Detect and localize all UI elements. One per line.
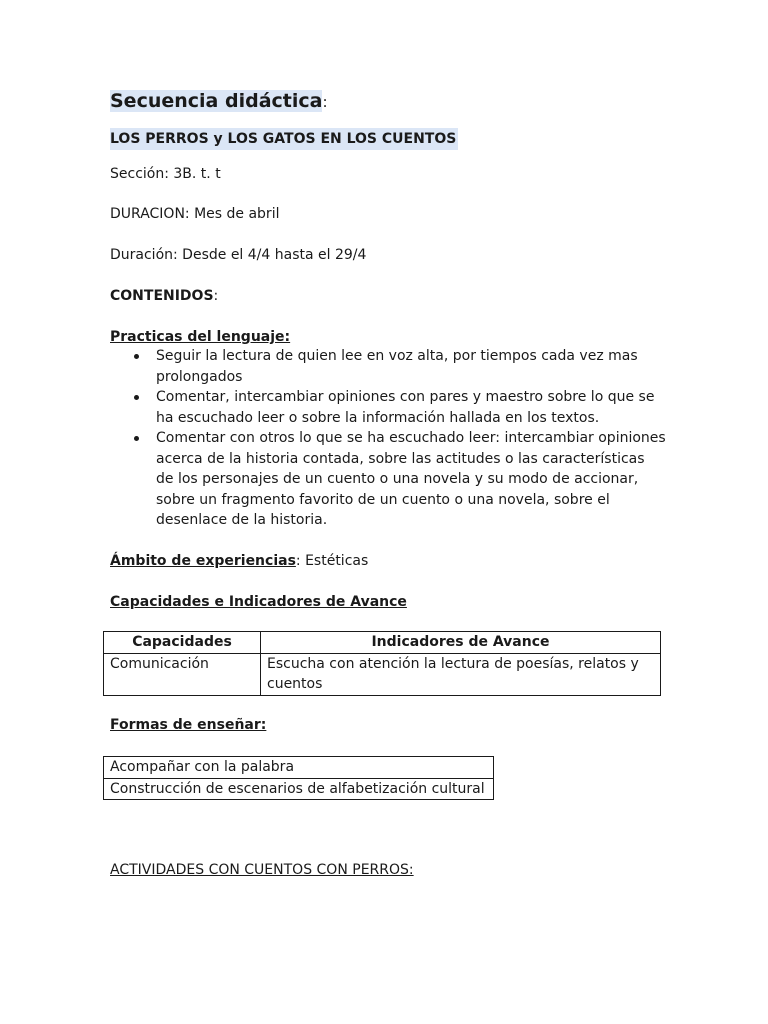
ambito-label: Ámbito de experiencias	[110, 553, 296, 569]
table-cell: Comunicación	[104, 653, 261, 695]
list-item: Comentar con otros lo que se ha escuchado leer: intercambiar opiniones acerca de la historia contada, sobre las actitudes o las características de los personajes de un cuento o una novela y su modo de accionar, sobre un fragmento favorito de un cuento o una novela, sobre el desenlace de la historia.	[156, 428, 666, 531]
actividades-heading: ACTIVIDADES CON CUENTOS CON PERROS:	[110, 862, 414, 878]
table-cell: Escucha con atención la lectura de poesías, relatos y cuentos	[261, 653, 661, 695]
formas-heading: Formas de enseñar:	[110, 717, 267, 733]
ambito-line	[110, 551, 368, 571]
title-text: Secuencia didáctica	[110, 90, 323, 112]
table-header-indicadores: Indicadores de Avance	[261, 632, 661, 654]
table-header-row	[104, 632, 661, 654]
list-item: Comentar, intercambiar opiniones con pares y maestro sobre lo que se ha escuchado leer o sobre la información hallada en los textos.	[156, 387, 666, 428]
capacidades-heading: Capacidades e Indicadores de Avance	[110, 594, 407, 610]
list-item: Seguir la lectura de quien lee en voz alta, por tiempos cada vez mas prolongados	[156, 346, 666, 387]
document-title	[110, 86, 328, 117]
practicas-list	[110, 346, 666, 531]
table-cell: Acompañar con la palabra	[104, 757, 494, 779]
practicas-heading: Practicas del lenguaje:	[110, 329, 291, 345]
table-row	[104, 778, 494, 800]
seccion-line: Sección: 3B. t. t	[110, 166, 221, 182]
duracion-mes-line: DURACION: Mes de abril	[110, 206, 280, 222]
document-subtitle: LOS PERROS y LOS GATOS EN LOS CUENTOS	[110, 128, 458, 150]
table-header-capacidades: Capacidades	[104, 632, 261, 654]
title-colon: :	[322, 93, 328, 111]
table-row	[104, 757, 494, 779]
ambito-value: : Estéticas	[295, 553, 369, 569]
contenidos-colon: :	[213, 288, 219, 304]
duracion-rango-line: Duración: Desde el 4/4 hasta el 29/4	[110, 247, 367, 263]
table-cell: Construcción de escenarios de alfabetización cultural	[104, 778, 494, 800]
formas-table	[103, 756, 494, 800]
capacidades-table	[103, 631, 661, 696]
table-row	[104, 653, 661, 695]
contenidos-label: CONTENIDOS	[110, 288, 214, 304]
contenidos-heading	[110, 286, 218, 306]
